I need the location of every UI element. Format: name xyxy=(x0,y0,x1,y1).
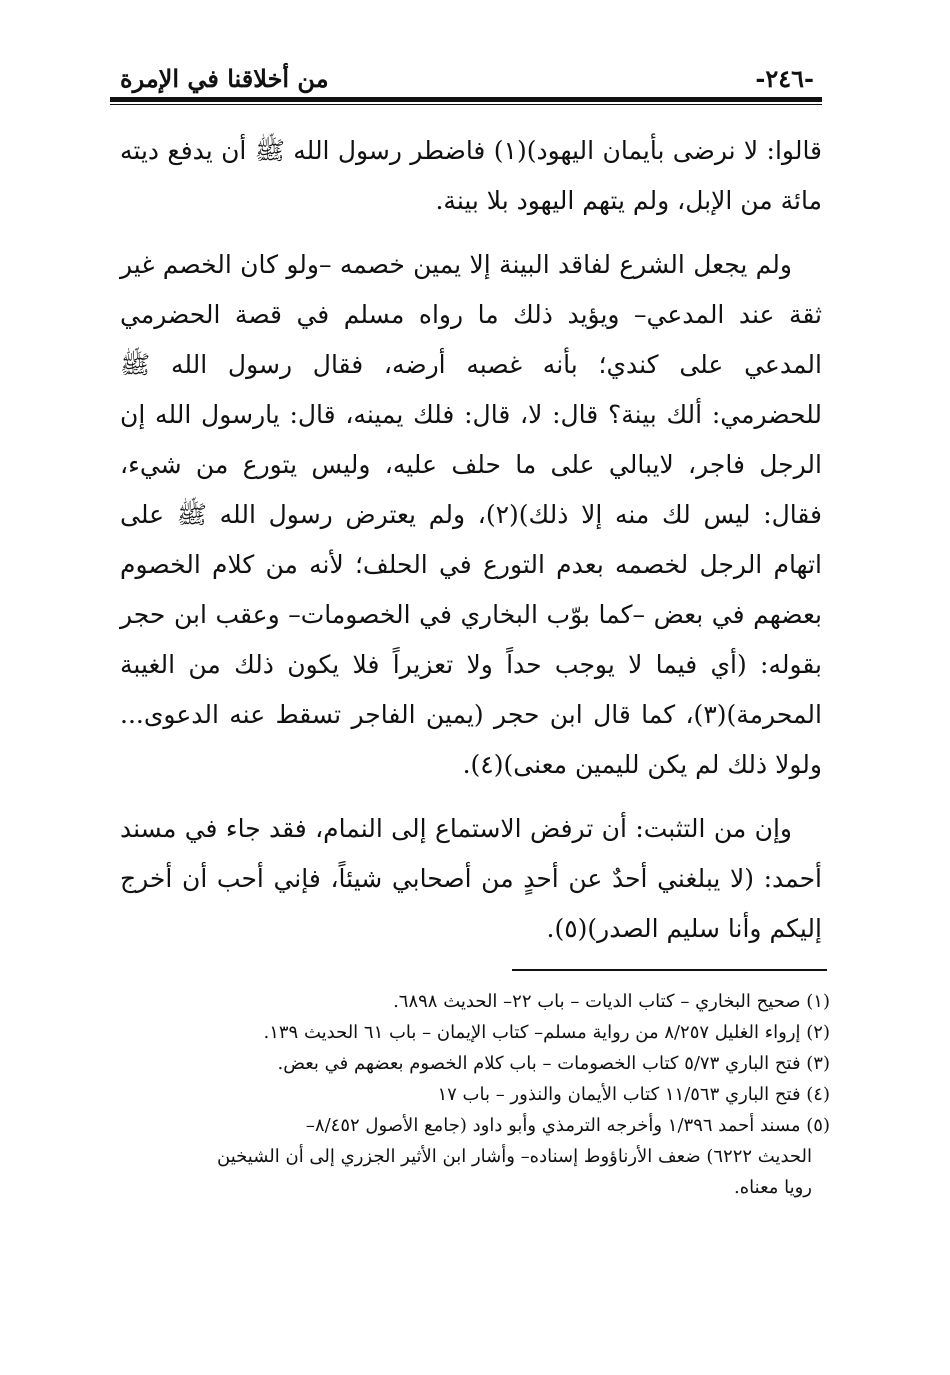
footnote-item: (٤) فتح الباري ١١/٥٦٣ كتاب الأيمان والنذور – باب ١٧ xyxy=(437,1084,830,1105)
paragraph: ولم يجعل الشرع لفاقد البينة إلا يمين خصمه –ولو كان الخصم غير ثقة عند المدعي– ويؤيد ذلك ما رواه مسلم في قصة الحضرمي المدعي على كندي؛ بأنه غصبه أرضه، فقال رسول الله ﷺ للحضرمي: ألك بينة؟ قال: لا، قال: فلك يمينه، قال: يارسول الله إن الرجل فاجر، لايبالي على ما حلف عليه، وليس يتورع من شيء، فقال: ليس لك منه إلا ذلك)(٢)، ولم يعترض رسول الله ﷺ على اتهام الرجل لخصمه بعدم التورع في الحلف؛ لأنه من كلام الخصوم بعضهم في بعض –كما بوّب البخاري في الخصومات– وعقب ابن حجر بقوله: (أي فيما لا يوجب حداً ولا تعزيراً فلا يكون ذلك من الغيبة المحرمة)(٣)، كما قال ابن حجر (يمين الفاجر تسقط عنه الدعوى... ولولا ذلك لم يكن لليمين معنى)(٤). xyxy=(120,250,823,779)
main-text xyxy=(120,126,822,968)
footnote-item: (٢) إرواء الغليل ٨/٢٥٧ من رواية مسلم– كتاب الإيمان – باب ٦١ الحديث ١٣٩. xyxy=(263,1022,830,1043)
page-number: -٢٤٦- xyxy=(755,64,814,93)
paragraph: قالوا: لا نرضى بأيمان اليهود)(١) فاضطر رسول الله ﷺ أن يدفع ديته مائة من الإبل، ولم يتهم اليهود بلا بينة. xyxy=(120,136,823,215)
footnotes xyxy=(120,986,830,1203)
page-header xyxy=(110,62,822,98)
footnote-item: (١) صحيح البخاري – كتاب الديات – باب ٢٢– الحديث ٦٨٩٨. xyxy=(393,991,830,1012)
footnote-item: (٥) مسند أحمد ١/٣٩٦ وأخرجه الترمذي وأبو داود (جامع الأصول ٨/٤٥٢– xyxy=(305,1115,830,1136)
footnote-separator xyxy=(512,969,827,971)
header-rule-thin xyxy=(110,104,822,105)
footnote-continuation: الحديث ٦٢٢٢) ضعف الأرناؤوط إسناده– وأشار ابن الأثير الجزري إلى أن الشيخين xyxy=(217,1146,812,1167)
running-title: من أخلاقنا في الإمرة xyxy=(120,64,329,93)
footnote-continuation: رويا معناه. xyxy=(734,1177,812,1198)
paragraph: وإن من التثبت: أن ترفض الاستماع إلى النمام، فقد جاء في مسند أحمد: (لا يبلغني أحدٌ عن أحدٍ من أصحابي شيئاً، فإني أحب أن أخرج إليكم وأنا سليم الصدر)(٥). xyxy=(120,814,822,943)
header-rule xyxy=(110,97,822,102)
footnote-item: (٣) فتح الباري ٥/٧٣ كتاب الخصومات – باب كلام الخصوم بعضهم في بعض. xyxy=(277,1053,830,1074)
